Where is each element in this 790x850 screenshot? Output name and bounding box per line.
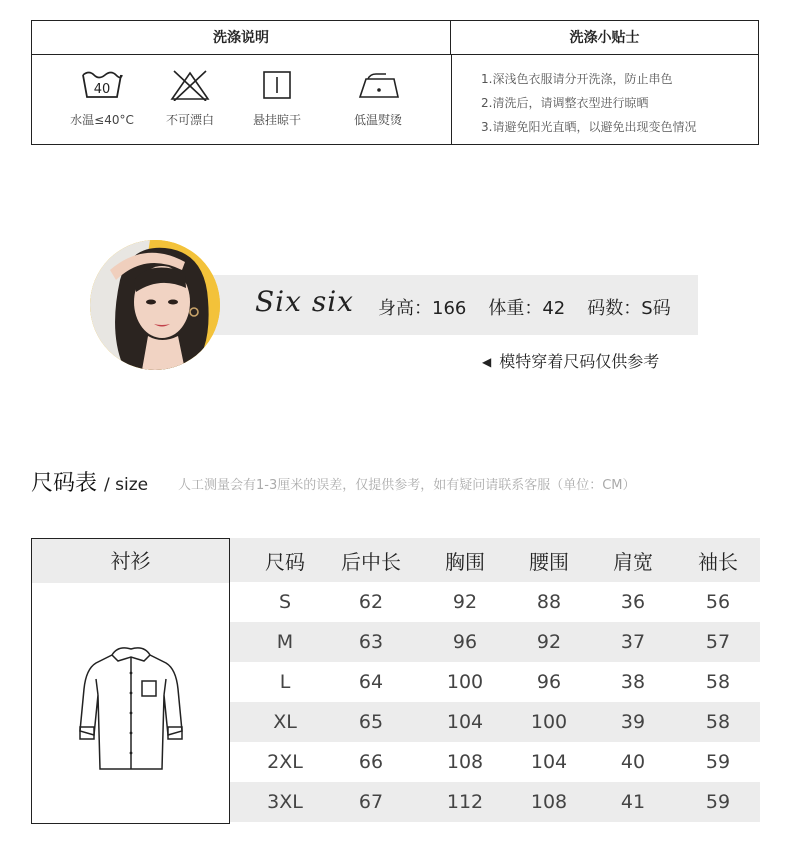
garment-box [31, 538, 230, 824]
table-cell: 57 [705, 631, 731, 653]
table-cell: 108 [446, 751, 484, 773]
size-chart-title [31, 466, 148, 497]
size-chart-note: 人工测量会有1-3厘米的误差，仅提供参考，如有疑问请联系客服（单位：CM） [178, 478, 636, 493]
table-cell: 65 [358, 711, 384, 733]
model-photo [90, 240, 220, 370]
table-header: 后中长 [341, 549, 401, 574]
model-stats [378, 294, 671, 320]
line-dry-icon [255, 69, 299, 101]
care-instructions-box [31, 20, 759, 145]
care-label-bleach: 不可漂白 [165, 113, 214, 127]
triangle-left-icon: ◀ [482, 355, 492, 369]
care-tip: 2.清洗后，请调整衣型进行晾晒 [481, 96, 649, 110]
model-weight: 体重：42 [488, 298, 566, 319]
table-row [230, 742, 760, 782]
table-row [230, 662, 760, 702]
table-cell: 108 [530, 791, 568, 813]
size-title-sub: / size [104, 475, 149, 495]
table-cell: 62 [358, 591, 384, 613]
table-cell: 39 [620, 711, 646, 733]
table-cell: 38 [620, 671, 646, 693]
table-cell: 66 [358, 751, 384, 773]
table-cell: 96 [452, 631, 478, 653]
table-cell: 92 [452, 591, 478, 613]
model-name: Six six [255, 285, 354, 318]
size-table [230, 538, 760, 822]
wash-temp-number: 40 [93, 82, 111, 97]
care-divider [451, 55, 452, 144]
table-cell: 37 [620, 631, 646, 653]
table-cell: 88 [536, 591, 562, 613]
care-tip: 1.深浅色衣服请分开洗涤，防止串色 [481, 72, 673, 86]
table-cell: 63 [358, 631, 384, 653]
low-iron-icon [356, 69, 400, 101]
care-title: 洗涤说明 [32, 21, 451, 55]
table-row [230, 582, 760, 622]
no-bleach-icon [168, 69, 212, 101]
care-label-wash: 水温≤40°C [70, 113, 134, 127]
model-note-text: 模特穿着尺码仅供参考 [499, 352, 660, 371]
care-label-iron: 低温熨烫 [353, 113, 402, 127]
care-tip: 3.请避免阳光直晒，以避免出现变色情况 [481, 120, 697, 134]
table-cell: L [279, 671, 291, 693]
care-item-iron [328, 69, 428, 128]
care-item-wash [52, 69, 152, 128]
table-cell: XL [273, 711, 297, 733]
care-item-bleach [140, 69, 240, 128]
garment-label: 衬衫 [32, 539, 229, 583]
model-height: 身高：166 [378, 298, 467, 319]
table-cell: 100 [446, 671, 484, 693]
table-header: 胸围 [445, 549, 485, 574]
table-cell: 100 [530, 711, 568, 733]
table-header-row [230, 538, 760, 582]
table-cell: 59 [705, 751, 731, 773]
table-cell: 58 [705, 671, 731, 693]
table-cell: 92 [536, 631, 562, 653]
table-cell: 3XL [267, 791, 303, 813]
table-row [230, 622, 760, 662]
table-cell: 59 [705, 791, 731, 813]
care-tips-title: 洗涤小贴士 [451, 21, 758, 55]
table-cell: 112 [446, 791, 484, 813]
table-header: 尺码 [265, 549, 305, 574]
table-cell: 104 [446, 711, 484, 733]
table-row [230, 702, 760, 742]
table-cell: S [278, 591, 292, 613]
table-cell: 40 [620, 751, 646, 773]
size-title-text: 尺码表 [31, 471, 98, 496]
table-row [230, 782, 760, 822]
care-item-dry [227, 69, 327, 128]
table-cell: 96 [536, 671, 562, 693]
table-cell: 56 [705, 591, 731, 613]
model-size: 码数：S码 [587, 298, 671, 319]
table-cell: M [276, 631, 294, 653]
table-cell: 104 [530, 751, 568, 773]
table-cell: 58 [705, 711, 731, 733]
shirt-icon [76, 639, 186, 774]
care-tips [481, 67, 761, 139]
wash-40-icon [80, 69, 124, 101]
table-header: 腰围 [529, 549, 569, 574]
care-label-dry: 悬挂晾干 [252, 113, 301, 127]
model-note [482, 349, 659, 372]
table-cell: 67 [358, 791, 384, 813]
table-cell: 2XL [267, 751, 303, 773]
table-cell: 36 [620, 591, 646, 613]
table-cell: 41 [620, 791, 646, 813]
table-header: 肩宽 [613, 549, 653, 574]
table-header: 袖长 [698, 549, 738, 574]
table-cell: 64 [358, 671, 384, 693]
